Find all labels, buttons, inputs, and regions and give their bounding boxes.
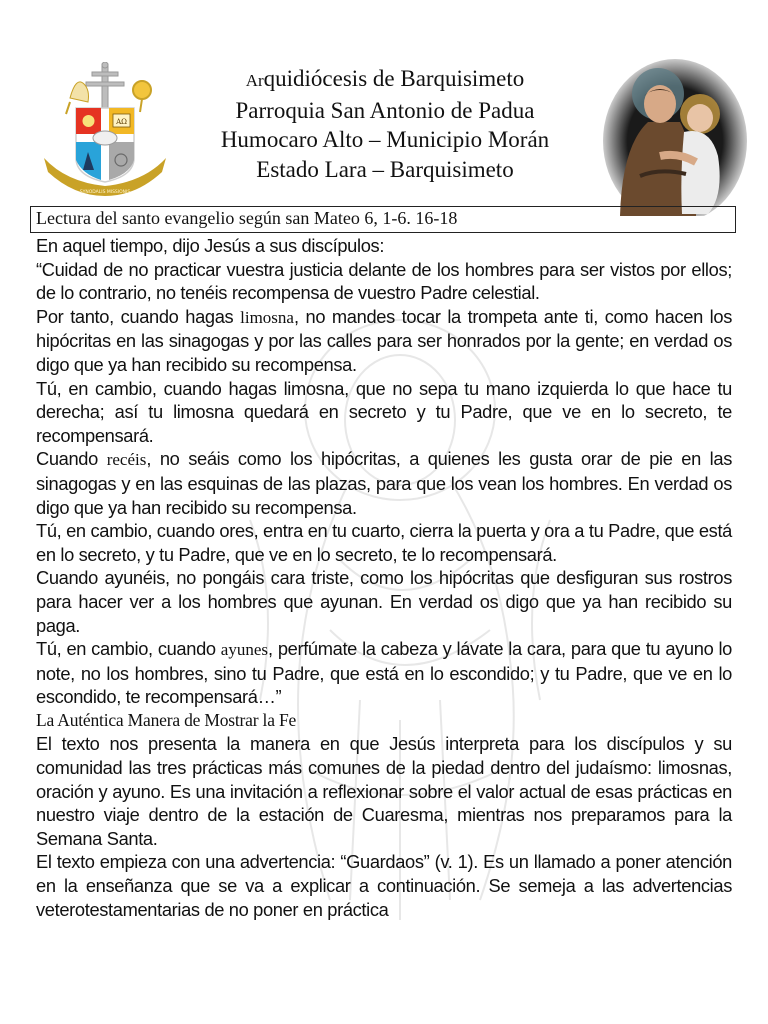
saint-anthony-image (600, 56, 750, 216)
gospel-paragraph: Tú, en cambio, cuando hagas limosna, que no sepa tu mano izquierda lo que hace tu derecha; así tu limosna quedará en secreto y tu Padre, que ve en lo secreto, te recompensará. (36, 377, 732, 446)
reflection-paragraph: El texto empieza con una advertencia: “Guardaos” (v. 1). Es un llamado a poner atención en la enseñanza que se va a explicar a continuación. Se semeja a las advertencias veterotestamentarias de no poner en práctica (36, 851, 732, 920)
gospel-paragraph: Tú, en cambio, cuando ayunes, perfúmate la cabeza y lávate la cara, para que tu ayuno lo note, no los hombres, sino tu Padre, que está en lo escondido; y tu Padre, que ve en lo escondido, te recompensará…” (36, 638, 733, 708)
gospel-paragraph: “Cuidad de no practicar vuestra justicia delante de los hombres para ser vistos por ellos; de lo contrario, no tenéis recompensa de vuestro Padre celestial. (36, 258, 732, 304)
reflection-heading: La Auténtica Manera de Mostrar la Fe (36, 709, 297, 730)
svg-text:AΩ: AΩ (116, 118, 127, 126)
gospel-paragraph: Cuando ayunéis, no pongáis cara triste, como los hipócritas que desfiguran sus rostros para hacer ver a los hombres que ayunan. En verdad os digo que ya han recibido su paga. (36, 567, 732, 636)
gospel-paragraph: En aquel tiempo, dijo Jesús a sus discípulos: (36, 235, 385, 256)
state-line: Estado Lara – Barquisimeto (256, 156, 514, 182)
gospel-paragraph: Cuando recéis, no seáis como los hipócritas, a quienes les gusta orar de pie en las sinagogas y en las esquinas de las plazas, para que los vean los hombres. En verdad os digo que ya han recibido su recompensa. (36, 448, 732, 518)
parish-name: Parroquia San Antonio de Padua (235, 97, 535, 123)
archdiocese-title: Arquidiócesis de Barquisimeto (245, 66, 525, 91)
reflection-paragraph: El texto nos presenta la manera en que Jesús interpreta para los discípulos y su comunidad las tres prácticas más comunes de la piedad dentro del judaísmo: limosnas, oración y ayuno. Es una invitación a reflexionar sobre el valor actual de esas prácticas en nuestro viaje dentro de la estación de Cuaresma, mientras nos preparamos para la Semana Santa. (36, 733, 732, 849)
document-body (36, 234, 732, 921)
gospel-paragraph: Por tanto, cuando hagas limosna, no mandes tocar la trompeta ante ti, como hacen los hipócritas en las sinagogas y por las calles para ser honrados por la gente; en verdad os digo que ya han recibido su recompensa. (36, 305, 732, 375)
parish-header (180, 64, 590, 184)
gospel-reading-title: Lectura del santo evangelio según san Mateo 6, 1-6. 16-18 (36, 208, 458, 228)
location-line: Humocaro Alto – Municipio Morán (220, 127, 550, 152)
archdiocese-crest-logo (36, 62, 174, 200)
svg-text:SYNODALIS MISSIONIS: SYNODALIS MISSIONIS (79, 190, 131, 195)
gospel-paragraph: Tú, en cambio, cuando ores, entra en tu cuarto, cierra la puerta y ora a tu Padre, que está en lo secreto, y tu Padre, que ve en lo secreto, te lo recompensará. (36, 520, 732, 565)
